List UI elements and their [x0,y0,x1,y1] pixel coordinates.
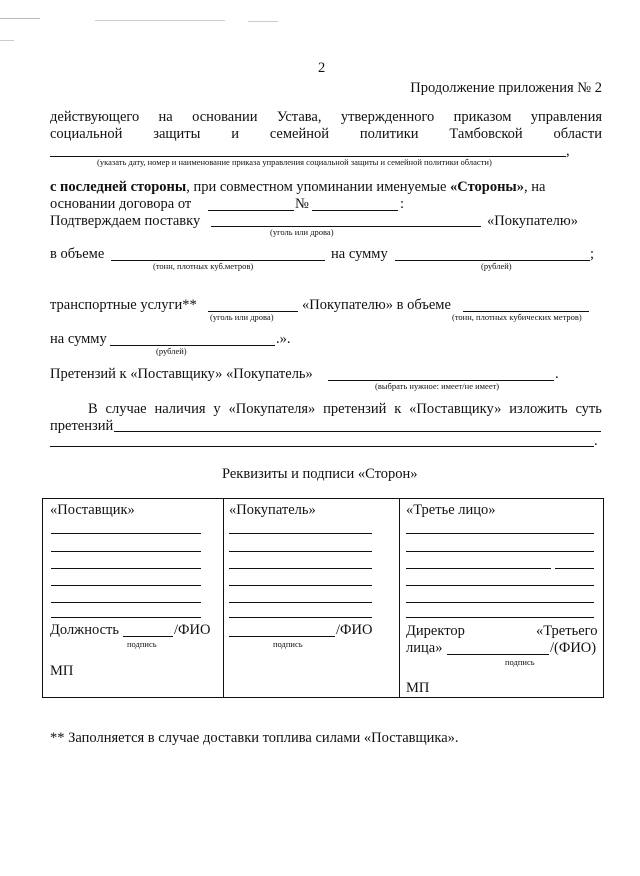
supplier-line[interactable] [51,602,201,603]
third-line[interactable] [406,551,594,552]
claims-text-end: . [594,433,598,449]
confirm-buyer: «Покупателю» [487,213,578,229]
third-line[interactable] [406,617,594,618]
order-details-hint: (указать дату, номер и наименование приказа управления социальной защиты и семейной политики области) [97,157,492,167]
intro-comma: , [566,143,570,159]
supplier-fio: /ФИО [174,622,211,638]
claims-hint: (выбрать нужное: имеет/не имеет) [375,381,500,391]
buyer-fio: /ФИО [336,622,373,638]
contract-date-field[interactable] [208,210,294,211]
claims-essence-field-2[interactable] [50,446,594,447]
transport-fuel-hint: (уголь или дрова) [210,312,274,322]
volume-label: в объеме [50,246,105,262]
buyer-line[interactable] [229,585,372,586]
third-quote: «Третьего [536,623,598,639]
word: утвержденного [340,109,435,125]
third-fio: /(ФИО) [550,640,597,656]
contract-number-sign: № [295,196,309,212]
intro-line-1 [50,109,602,126]
word: социальной [50,126,123,142]
word: «Поставщику» [409,401,502,417]
sum2-field[interactable] [110,345,275,346]
word: на [158,109,173,125]
table-divider [223,499,224,697]
third-line[interactable] [555,568,594,569]
supplier-line[interactable] [51,568,201,569]
parties-middle: , при совместном упоминании именуемые [186,179,451,195]
scan-artifact [248,21,278,22]
scan-artifact [0,18,40,19]
supplier-stamp: МП [50,663,74,679]
claims-text-label: претензий [50,418,114,434]
claims-end: . [555,366,559,382]
word: «Покупателя» [228,401,316,417]
fuel-type-hint: (уголь или дрова) [270,227,334,237]
third-director: Директор [406,623,465,639]
supplier-line[interactable] [51,617,201,618]
claims-essence-field-1[interactable] [114,431,601,432]
contract-basis-label: основании договора от [50,196,192,212]
parties-line [50,179,545,196]
supplier-title: «Поставщик» [50,502,135,518]
continuation-label: Продолжение приложения № 2 [410,80,602,96]
word: В [88,401,98,417]
word: действующего [50,109,140,125]
third-signature-field[interactable] [447,654,549,655]
word: наличия [154,401,206,417]
supplier-position: Должность [50,622,119,638]
scan-artifact [0,40,14,41]
buyer-line[interactable] [229,568,372,569]
sum-label: на сумму [331,246,388,262]
third-line[interactable] [406,602,594,603]
volume-end: ; [590,246,595,262]
third-line[interactable] [406,568,551,569]
word: суть [575,401,602,417]
transport-label: транспортные услуги** [50,297,197,313]
third-line[interactable] [406,533,594,534]
word: защиты [153,126,201,142]
word: политики [359,126,419,142]
word: семейной [269,126,330,142]
word: к [394,401,402,417]
claims-label: Претензий к «Поставщику» «Покупатель» [50,366,313,382]
third-sign-hint: подпись [505,657,535,667]
requisites-title: Реквизиты и подписи «Сторон» [222,466,418,482]
parties-label: «Стороны» [450,179,524,195]
last-party-text: с последней стороны [50,179,187,195]
table-divider [399,499,400,697]
footnote: ** Заполняется в случае доставки топлива силами «Поставщика». [50,730,459,746]
contract-number-field[interactable] [312,210,398,211]
supplier-line[interactable] [51,533,201,534]
supplier-sign-hint: подпись [127,639,157,649]
buyer-signature-field[interactable] [229,636,335,637]
confirm-label: Подтверждаем поставку [50,213,201,229]
third-face: лица» [406,640,443,656]
buyer-line[interactable] [229,533,372,534]
third-stamp: МП [406,680,430,696]
word: и [231,126,239,142]
parties-end: , на [524,179,546,195]
word: Тамбовской [449,126,523,142]
supplier-signature-field[interactable] [123,636,173,637]
word: управления [530,109,602,125]
third-title: «Третье лицо» [406,502,496,518]
scan-artifact [95,20,225,21]
supplier-line[interactable] [51,585,201,586]
word: приказом [453,109,512,125]
signatures-table [42,498,604,698]
intro-line-2 [50,126,602,143]
volume-hint: (тонн, плотных куб.метров) [153,261,254,271]
third-line[interactable] [406,585,594,586]
sum2-label: на сумму [50,331,107,347]
fuel-type-field[interactable] [211,226,481,227]
claims-text-line-1 [88,401,602,418]
buyer-sign-hint: подпись [273,639,303,649]
word: у [213,401,221,417]
buyer-title: «Покупатель» [229,502,316,518]
sum2-hint: (рублей) [156,346,187,356]
sum2-end: .». [276,331,291,347]
contract-colon: : [400,196,405,212]
transport-volume-hint: (тонн, плотных кубических метров) [452,312,582,322]
buyer-line[interactable] [229,617,372,618]
word: претензий [323,401,387,417]
buyer-line[interactable] [229,551,372,552]
word: области [553,126,602,142]
supplier-line[interactable] [51,551,201,552]
word: случае [105,401,147,417]
buyer-line[interactable] [229,602,372,603]
word: изложить [509,401,568,417]
page-number: 2 [318,60,326,76]
transport-buyer-volume: «Покупателю» в объеме [302,297,451,313]
word: Устава, [276,109,322,125]
sum-hint: (рублей) [481,261,512,271]
word: основании [192,109,258,125]
